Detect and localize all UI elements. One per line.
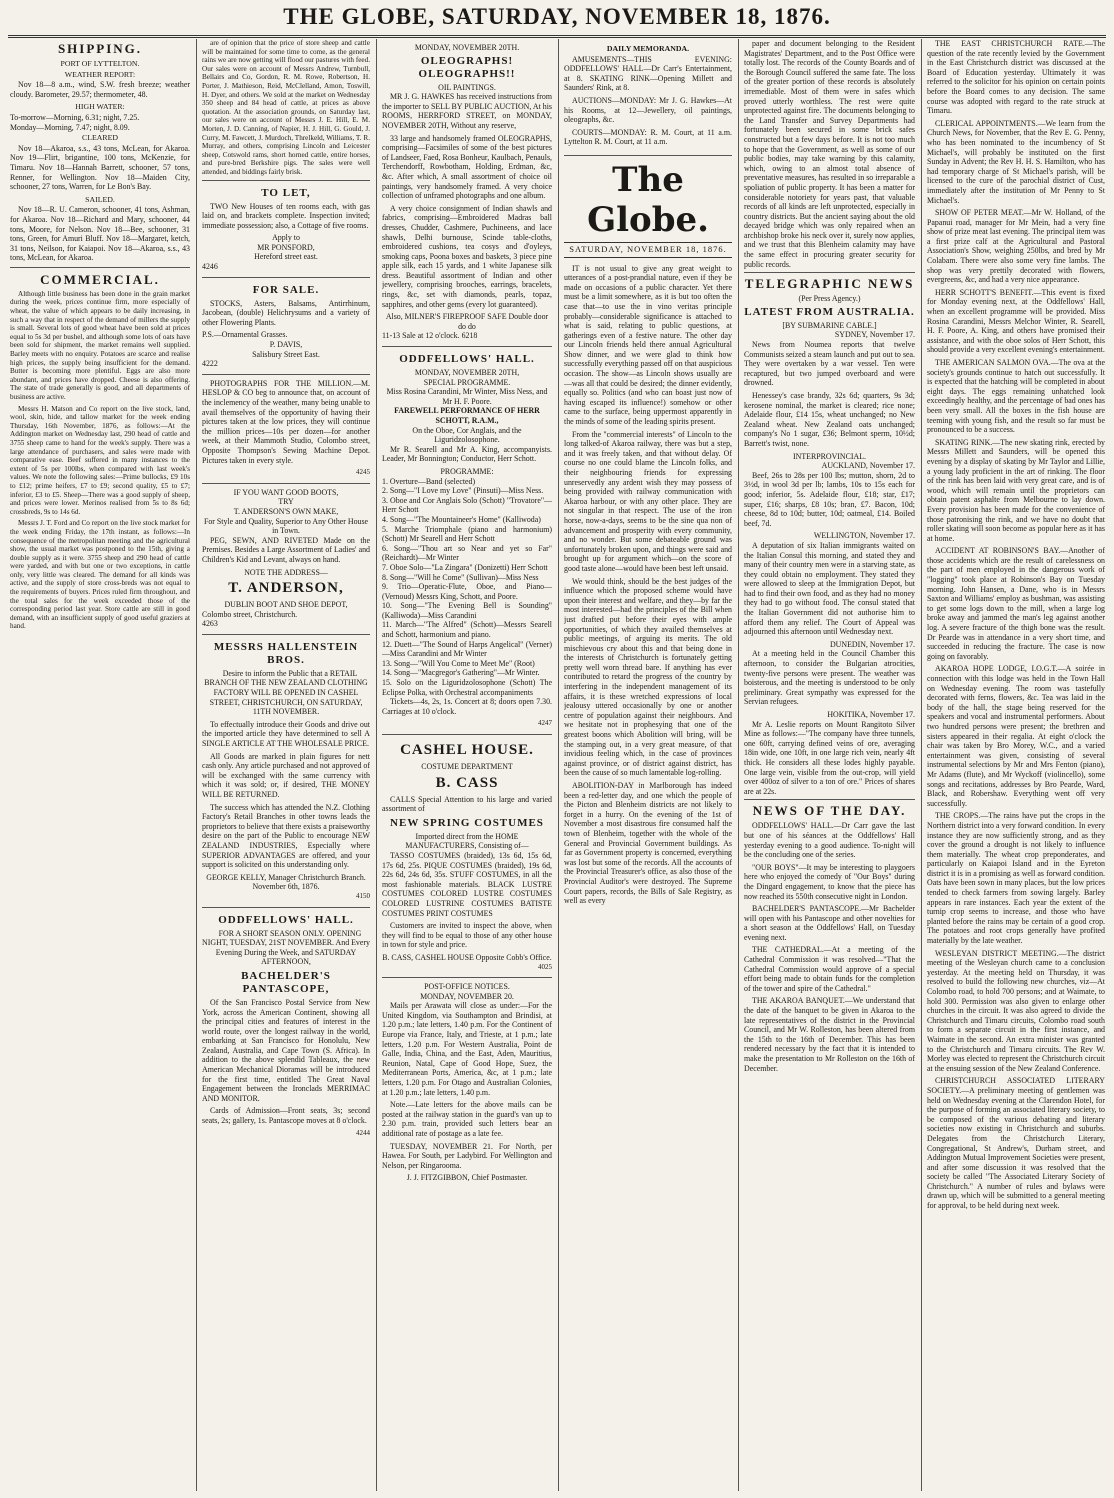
news-item: ACCIDENT AT ROBINSON'S BAY.—Another of those accidents which are the result of carelessness on the part of men employed in the dangerous work of "logging" took place at Robinson's Bay on Tuesday morning. John Hansen, a Dane, who is in Messrs Saxton and Williams' employ as bushman, was assisting to get some logs down to the mill, when a large log broke away and jammed the man's leg against another log. A severe fracture of the thigh bone was the result. Dr Pearde was in attendance in a very short time, and succeeded in reducing the fracture. The case is now going on favorably.	[927, 546, 1105, 661]
sailed-text: Nov 18—R. U. Cameron, schooner, 41 tons, Ashman, for Akaroa. Nov 18—Richard and Mary, schooner, 44 tons, Moore, for Nelson. Nov 18—Bee, schooner, 31 tons, Green, for Amuri Bluff. Nov 18—Margaret, ketch, 31 tons, Neilson, for Kaiapoi. Nov 18—Akaroa, s.s., 43 tons, McLean, for Akaroa.	[10, 205, 190, 263]
news-item: AKAROA HOPE LODGE, I.O.G.T.—A soirée in connection with this lodge was held in the Town Hall on Wednesday evening. The room was tastefully decorated with ferns, flowers, &c. Tea was laid in the body of the hall, the stage being reserved for the speakers and vocal and instrumental performers. About two hundred persons were present; the brethren and sisters appeared in their regalia. At eight o'clock the chair was taken by Bro Morey, W.C., and a varied entertainment was given, consisting of several instrumental selections by Mr and Mrs Fenton (piano), Mr Adams (flute), and Mr Wyckoff (violincello), some songs and recitations, addresses by Bro Pearde, Ward, Black, and Robershaw. Everything went off very successfully.	[927, 664, 1105, 808]
sydney-text: News from Noumea reports that twelve Communists seized a steam launch and put out to sea. They were overtaken by a war vessel. Ten were recaptured, but two jumped overboard and were drowned.	[744, 340, 915, 388]
cashel-house-ad	[382, 735, 552, 978]
oleographs-ad	[382, 39, 552, 347]
masthead-rule-2	[8, 37, 1106, 38]
dateline-wellington: WELLINGTON, November 17.	[813, 531, 915, 541]
press-agency: (Per Press Agency.)	[798, 294, 861, 304]
concert-hall: ODDFELLOWS' HALL.	[399, 353, 535, 366]
ad-number: 4246	[202, 262, 218, 272]
dateline-hokitika: HOKITIKA, November 17.	[827, 710, 915, 719]
telegraphic-title: TELEGRAPHIC NEWS	[744, 276, 915, 292]
for-sale-address: Salisbury Street East.	[252, 349, 320, 359]
programme-item: 4. Song—"The Mountaineer's Home" (Kalliwoda)	[382, 514, 541, 524]
news-item: WESLEYAN DISTRICT MEETING.—The district meeting of the Wesleyan church came to a conclusion yesterday. At the meeting held on Thursday, it was resolved to build the following new churches, viz—At Colombo road, to hold 700 persons; and at Waimate, to hold 300. Permission was also given to enlarge other churches in the circuit. It was also agreed to divide the Christchurch and Timaru circuits, Colombo road south to form a separate circuit in the first instance, and Waimate in the second. An extra minister was granted to the Christchurch and Timaru circuits. The Rev W. Morley was elected to represent the Christchurch circuit at the ensuing session of the New Zealand Conference.	[927, 948, 1105, 1073]
high-water-label: HIGH WATER:	[75, 102, 125, 112]
port-heading: PORT OF LYTTELTON.	[60, 59, 140, 68]
commercial-para: Messrs H. Matson and Co report on the live stock, land, wool, skin, hide, and tallow market for the week ending Thursday, 16th November, 1876, as follows:—At the Addington market on Wednesday last, 290 head of cattle and 3755 sheep came to hand for the week's supply. There was a large attendance of purchasers, and sales were made with comparative ease. Beef suffered in many instances to the extent of 5s per 100lbs, when compared with last week's values. We note the following sales:—Prime bullocks, £9 10s to £12; prime heifers, £7 to £9; second quality, £5 to £7; inferior, £3 to £5. Sheep—There was a good supply of sheep, and prices were lower. Merinos realised from 5s to 8s 6d; crossbreds, 9s to 14s 6d.	[10, 404, 190, 516]
to-let-address: Hereford street east.	[254, 252, 318, 262]
programme-item: 14. Song—"Macgregor's Gathering"—Mr Winter.	[382, 668, 540, 678]
column-6	[927, 39, 1105, 1491]
column-4	[564, 39, 732, 1491]
to-let-apply: Apply to	[272, 233, 300, 243]
oleographs-text: 33 large and handsomely framed OLEOGRAPHS, comprising—Facsimiles of some of the best pictures of Landseer, Faed, Rosa Bonheur, Kaulbach, Penauls, Terchendorff, Rowbotham, Holding, Erdman, &c, &c. After which, A small assortment of choice oil paintings, very handsomely framed. A very choice collection of unframed photographs and one album.	[382, 133, 552, 201]
programme-item: 13. Song—"Will You Come to Meet Me" (Root)	[382, 658, 535, 668]
ad-number: 4150	[356, 891, 370, 900]
hallenstein-ad	[202, 635, 370, 908]
news-item: THE CROPS.—The rains have put the crops in the Northern district into a very forward condition. In every instance they are now sufficiently strong, and as they cover the ground a drought is not likely to influence them materially. The wheat crop preponderates, and particularly on Kaiapoi Island and in the Eyreton district it is in a promising as well as forward condition. Oats have been sown in many places, but the low prices tended to check farmers from sowing largely. Barley appears in rare instances. Each year the extent of the turnip crop seems to increase, and those who have planted before the rains may be certain of a good crop. The potatoes and root crops generally have profited materially by the late weather.	[927, 811, 1105, 946]
boots-maker-small: T. ANDERSON'S OWN MAKE,	[233, 506, 339, 516]
concert-date: MONDAY, NOVEMBER 20TH,	[414, 368, 520, 378]
high-water-1: To-morrow—Morning, 6.31; night, 7.25.	[10, 112, 140, 122]
cass-costumes: NEW SPRING COSTUMES	[390, 816, 544, 829]
boots-pegged: PEG, SEWN, AND RIVETED Made on the Premises. Besides a Large Assortment of Ladies' and Children's Kid and Levant, always on hand.	[202, 535, 370, 564]
farewell-subtitle: On the Oboe, Cor Anglais, and the Liguridzolosophone.	[412, 425, 522, 445]
leader-para: ABOLITION-DAY in Marlborough has indeed been a red-letter day, and one which the people of the Picton and Blenheim districts are not likely to forget in a hurry. On the evening of the 1st of November a most disastrous fire consumed half the town of Blenheim, together with the whole of the General and Provincial Government buildings. As far as Government property is concerned, everything was lost but some of the records. All the accounts of the Provincial Treasurer's office, as also those of the Provincial Auditor's were destroyed. The Supreme Court papers, records, the Bills of Sale Registry, as well as every	[564, 781, 732, 906]
post-office-notices	[382, 978, 552, 1188]
dateline-auckland: AUCKLAND, November 17.	[821, 461, 915, 471]
sale-date: MONDAY, NOVEMBER 20TH.	[414, 43, 520, 52]
courts: COURTS—MONDAY: R. M. Court, at 11 a.m. Lyttelton R. M. Court, at 11 a.m.	[564, 127, 732, 147]
column-5	[744, 39, 915, 1491]
cass-text: CALLS Special Attention to his large and varied assortment of	[382, 794, 552, 814]
pantascope-title: BACHELDER'S PANTASCOPE,	[241, 969, 331, 995]
programme-item: 2. Song—"I Love my Love" (Pinsuti)—Miss Ness.	[382, 486, 544, 496]
news-item: ODDFELLOWS' HALL.—Dr Carr gave the last but one of his séances at the Oddfellows' Hall yesterday evening to a good audience. To-night will be the concluding one of the series.	[744, 821, 915, 860]
oleographs-also: Also, MILNER'S FIREPROOF SAFE Double door do do	[385, 312, 549, 331]
pantascope-ad	[202, 908, 370, 1144]
programme-item: 11. March—"The Alfred" (Schott)—Messrs Searell and Schott, harmonium and piano.	[382, 620, 552, 640]
ad-number: 4244	[356, 1128, 370, 1137]
dateline-sydney: SYDNEY, November 17.	[834, 330, 915, 340]
for-sale-text: STOCKS, Asters, Balsams, Antirrhinum, Jacobean, (double) Helichrysums and a variety of other Flowering Plants.	[202, 298, 370, 327]
post-text: Mails per Arawata will close as under:—For the United Kingdom, via Southampton and Brindisi, at 1.20 p.m.; late letters, 1.40 p.m. For the Continent of Europe via France, Italy, and Trieste, at 1 p.m.; late letters, 1.20 p.m. For Western Australia, Point de Galle, India, China, and the East, Aden, Mauritius, Reunion, Natal, Cape of Good Hope, Suez, the Mediterranean Ports, America, &c, at 1 p.m.; late letters, 1.20 p.m. For Otago and Australian Colonies, at 1.20 p.m.; late letters, 1.40 p.m.	[382, 1001, 552, 1097]
globe-title: The Globe.	[587, 159, 709, 240]
programme-item: 12. Duett—"The Sound of Harps Angelical" (Verner)—Miss Carandini and Mr Winter	[382, 639, 552, 659]
cleared-label: CLEARED	[82, 133, 118, 143]
farewell-title: FAREWELL PERFORMANCE OF HERR SCHOTT, R.A.M.,	[394, 406, 540, 425]
divider	[744, 272, 915, 273]
commercial-heading: COMMERCIAL.	[40, 271, 160, 287]
concert-programme-label: SPECIAL PROGRAMME.	[423, 377, 511, 387]
wellington-text: A deputation of six Italian immigrants waited on the Italian Consul this morning, and stated they and many of their country men were in a starving state, as they could obtain no employment. They stated they were allowed to sleep at the Immigration Depot, but had to find their own food, and as they had no money they had to go without food. The consul stated that the Italian Government did not authorise him to afford them any relief. The Court of Appeal was adjourned this afternoon until Wednesday next.	[744, 540, 915, 637]
news-item: BACHELDER'S PANTASCOPE.—Mr Bachelder will open with his Pantascope and other novelties for a short season at the Oddfellows' Hall, on Tuesday evening next.	[744, 904, 915, 942]
leader-continued: paper and document belonging to the Resident Magistrates' Department, and to the Post Office were totally lost. The records of the County Boards and of the Borough Council suffered the same fate. The loss of the greater portion of these records is absolutely irremediable. Most of them were in safes which proved utterly worthless. The rest were quite unprotected against fire. The documents belonging to the Land Transfer and Survey Departments had fortunately been secured in some brick safes constructed but a few days before. It is not too much to hope that the Government, as well as some of our public bodies, may take warning by this calamity, which, owing to an almost total absence of preventative measures, has resulted in so irreparable a spoliation of public property. It has been a matter for considerable notoriety for years past, that valuable records of all kinds are left unprotected, especially in country districts. But the ancient saying about the old decayed bridge which was only repaired when an archbishop broke his neck over it, surely now applies, and we trust that this Blenheim calamity may have the same effect in procuring greater security for public records.	[744, 39, 915, 269]
hallenstein-text: All Goods are marked in plain figures for nett cash only. Any article purchased and not approved of will be exchanged with the same currency with which it was sold; or, if desired, THE MONEY WILL BE RETURNED.	[202, 751, 370, 799]
programme-heading: PROGRAMME:	[440, 466, 494, 476]
to-let-name: MR PONSFORD,	[257, 242, 315, 252]
oddfellows-text: FOR A SHORT SEASON ONLY. OPENING NIGHT, TUESDAY, 21ST NOVEMBER. And Every Evening During the Week, and SATURDAY AFTERNOON,	[202, 928, 370, 967]
cashel-dept: COSTUME DEPARTMENT	[421, 762, 513, 771]
post-title: POST-OFFICE NOTICES.	[424, 982, 510, 992]
sydney-text: Henessey's case brandy, 32s 6d; quarters, 9s 3d; kerosene nominal, the market is cleared; rice none; Adelaide flour, £14 15s, wheat unchanged; no New Zealand wheat. New Zealand oats unchanged; company's No 1 sugar, £36; Belmont sperm, 10½d; Barrett's twist, none.	[744, 391, 915, 448]
programme-item: 15. Solo on the Liguridzolosophone (Schott) The Eclipse Polka, with Orchestral accompaniments	[382, 678, 552, 697]
for-sale-ad	[202, 278, 370, 375]
boots-depot: DUBLIN BOOT AND SHOE DEPOT,	[224, 600, 348, 610]
dunedin-text: At a meeting held in the Council Chamber this afternoon, to consider the Bulgarian atrocities, twenty-five persons were present. The weather was boisterous, and the meeting is understood to be only preliminary. Great sympathy was expressed for the Servian refugees.	[744, 649, 915, 707]
news-item: "OUR BOYS"—It may be interesting to playgoers here who enjoyed the comedy of "Our Boys" during the Dingard engagement, to know that the piece has now reached its 550th consecutive night in London.	[744, 862, 915, 901]
divider	[744, 799, 915, 800]
australia-title: LATEST FROM AUSTRALIA.	[744, 305, 915, 318]
column-rule	[738, 39, 739, 1491]
photographs-ad	[202, 375, 370, 484]
post-signature: J. J. FITZGIBBON, Chief Postmaster.	[406, 1173, 528, 1183]
globe-date: SATURDAY, NOVEMBER 18, 1876.	[564, 242, 732, 258]
programme-item: 5. Marche Triomphale (piano and harmonium) (Schott) Mr Searell and Herr Schott	[382, 524, 552, 544]
auctions: AUCTIONS—MONDAY: Mr J. G. Hawkes—At his Rooms, at 12—Jewellery, oil paintings, oleographs, &c.	[564, 95, 732, 125]
post-date: MONDAY, NOVEMBER 20.	[420, 991, 514, 1001]
boots-ad	[202, 484, 370, 635]
photographs-text: PHOTOGRAPHS FOR THE MILLION.—M. HESLOP & CO beg to announce that, on account of the inclemency of the weather, many being unable to avail themselves of the opportunity of having their pictures taken at the low prices, they will continue the million prices—10s per dozen—for another week, at their Mammoth Studio, Colombo street, Opposite Thompson's Sewing Machine Depot. Pictures taken in every style.	[202, 378, 370, 465]
interprovincial-title: INTERPROVINCIAL.	[793, 451, 866, 461]
ad-number: 4222	[202, 359, 218, 369]
pantascope-text: Of the San Francisco Postal Service from New York, across the American Continent, showing all the principal cities and features of interest in the world route, over the longest railway in the world, embarking at San Francisco for Honolulu, New Zealand, Australia, and Cape Town (S. Africa). In addition to the above splendid Tableaux, the new American Mechanical Dioramas will be introduced for the first time, entitled The Great Naval Engagement between the Ironclads MERRIMAC AND MONITOR.	[202, 997, 370, 1103]
oleographs-subtitle: OIL PAINTINGS.	[438, 82, 496, 92]
programme-item: 6. Song—"Thou art so Near and yet so Far" (Reichardt)—Mr Winter	[382, 543, 552, 563]
concert-ad	[382, 347, 552, 735]
programme-item: 9. Trio—Operatic-Flute, Oboe, and Piano—(Vernoud) Messrs King, Schott, and Poore.	[382, 582, 552, 601]
sailed-label: SAILED.	[85, 194, 115, 204]
cass-subtitle: Imported direct from the HOME MANUFACTURERS, Consisting of—	[405, 831, 529, 851]
hallenstein-text: Desire to inform the Public that a RETAIL BRANCH OF THE NEW ZEALAND CLOTHING FACTORY WILL BE OPENED IN CASHEL STREET, CHRISTCHURCH, ON SATURDAY, 11TH NOVEMBER.	[204, 668, 368, 717]
auckland-text: Beef, 26s to 28s per 100 lbs; mutton, shorn, 2d to 3½d, in wool 3d per lb; lambs, 10s to 15s each for good; inferior, 5s. Adelaide flour, £18; star, £17; super, £16; sharps, £8 10s; bran, £7. Bacon, 10d; cheese, 8d to 10d; butter, 10d; oatmeal, £14. Boiled beef, 7d.	[744, 470, 915, 528]
programme-item: 10. Song—"The Evening Bell is Sounding" (Kalliwoda)—Miss Carandini	[382, 601, 552, 620]
programme-item: 1. Overture—Band (selected)	[382, 476, 476, 486]
boots-note: NOTE THE ADDRESS—	[244, 567, 328, 577]
post-text: Note.—Late letters for the above mails can be posted at the railway station in the guard's van up to 2.30 p.m. train, provided such letters bear an additional rate of postage as a late fee.	[382, 1100, 552, 1138]
daily-memoranda	[564, 39, 732, 156]
hallenstein-text: To effectually introduce their Goods and drive out the imported article they have determined to sell A SINGLE ARTICLE AT THE WHOLESALE PRICE.	[202, 719, 370, 749]
news-item: SHOW OF PETER MEAT.—Mr W. Holland, of the Papanui road, manager for Mr Mein, had a very fine show of prize meat last evening. The principal item was a first prize calf at the Agricultural and Pastoral Association's Show, weighing 250lbs, and bred by Mr Colabam. There were also some very fine lambs. The shop was very prettily decorated with flowers, evergreens, &c, and had a very nice appearance.	[927, 208, 1105, 285]
column-1	[10, 39, 190, 1491]
cleared-text: Nov 18—Akaroa, s.s., 43 tons, McLean, for Akaroa. Nov 19—Flirt, brigantine, 100 tons, McKenzie, for Timaru. Nov 18—Hannah Barrett, schooner, 57 tons, Renner, for Wellington. Nov 18—Maiden City, schooner, 27 tons, Warren, for Le Bon's Bay.	[10, 143, 190, 192]
hallenstein-text: The success which has attended the N.Z. Clothing Factory's Retail Branches in other towns leads the proprietors to believe that there exists a praiseworthy desire on the part of the Public to encourage NEW ZEALAND INDUSTRIES, Especially where SUPERIOR ADVANTAGES are offered, and your support is solicited on this understanding only.	[202, 802, 370, 870]
cass-signature: B. CASS, CASHEL HOUSE Opposite Cobb's Office.	[382, 952, 552, 962]
hallenstein-title: MESSRS HALLENSTEIN BROS.	[213, 640, 359, 666]
leader-para: IT is not usual to give any great weight to utterances of a post-prandial nature, even if they be made on occasions of a public character. Yet there must be a limit somewhere, as it is but too often the case that—to use the in vino veritas principle probably—considerable significance is attached to what is said, relating to public questions, at gatherings even of a festive nature. The other day our Lincoln friends held there annual Agricultural Show dinner, and we were glad to think how successfully everything passed off on that auspicious occasion. The show—as Lincoln shows usually are—was all that could be desired; the dinner evidently, equally so. Politics (and who can boast just now of having escaped its influence!) somehow or other came to the surface, being uppermost apparently in the minds of some of the leading spirits present.	[564, 263, 732, 427]
news-item: HERR SCHOTT'S BENEFIT.—This event is fixed for Monday evening next, at the Oddfellows' Hall, when an excellent programme will be provided. Miss Rosina Carandini, Messrs Melchor Winter, R. Searell, H. F. Poore, A. King, and others have promised their assistance, and with the oboe solos of Herr Schott, this should provide a very excellent evening's entertainment.	[927, 287, 1105, 355]
boots-try: TRY	[278, 497, 294, 507]
oddfellows-title: ODDFELLOWS' HALL.	[218, 913, 354, 926]
memoranda-title: DAILY MEMORANDA.	[606, 44, 690, 53]
ad-number: 4247	[538, 719, 552, 728]
high-water-2: Monday—Morning, 7.47; night, 8.09.	[10, 122, 130, 132]
for-sale-title: FOR SALE.	[252, 283, 320, 296]
cass-name: B. CASS	[435, 774, 499, 791]
oleographs-text: A very choice consignment of Indian shawls and fabrics, comprising—Embroidered Madras ball dresses, Chudder, Cashmere, Puchineens, and lace shawls, Delhi burnouse, Scinde table-cloths, embroidered cushions, tea cosys and d'oyleys, smoking caps, Poona boxes and baskets, 3 piece pine apple silk, each 15 yards, and 1 white Japanese silk dress. Beautiful assortment of Indian and other jewellery, comprising brooches, earrings, bracelets, rings, &c, set with diamonds, pearls, topaz, sapphires, and other gems (every lot guaranteed).	[382, 203, 552, 309]
ad-number: 4263	[202, 619, 218, 629]
cass-items: TASSO COSTUMES (braided), 13s 6d, 15s 6d, 17s 6d, 25s. PIQUE COSTUMES (braided), 19s 6d, 22s 6d, 24s 6d, 35s. STUFF COSTUMES, in all the most fashionable materials. BLACK LUSTRE COSTUMES COLORED LUSTRE COSTUMES COLORED LUSTRINE COSTUMES BATISTE COSTUMES PRINT COSTUMES	[382, 850, 552, 918]
divider	[10, 267, 190, 268]
concert-artists: Miss Rosina Carandini, Mr Winter, Miss Ness, and Mr H. F. Poore.	[386, 387, 548, 406]
column-rule	[921, 39, 922, 1491]
news-of-the-day-title: NEWS OF THE DAY.	[752, 803, 907, 819]
boots-heading: IF YOU WANT GOOD BOOTS,	[233, 487, 339, 497]
pantascope-prices: Cards of Admission—Front seats, 3s; second seats, 2s; gallery, 1s. Pantascope moves at 8 o'clock.	[202, 1106, 370, 1126]
boots-maker-big: T. ANDERSON,	[228, 580, 344, 597]
news-item: CHRISTCHURCH ASSOCIATED LITERARY SOCIETY.—A preliminary meeting of gentlemen was held on Wednesday evening at the Clarendon Hotel, for the purpose of forming an associated literary society, to be composed of the various debating and literary societies now existing in Christchurch and suburbs. Delegates from the Christchurch Literary, Congregational, St Andrew's, Durham street, and Addington Mutual Improvement Societies were present, and after some discussion it was resolved that the society be called "The Associated Literary Society of Christchurch." A number of rules and bylaws were drawn up, which will be submitted to a general meeting for approval, to be held during next week.	[927, 1076, 1105, 1211]
post-tuesday: TUESDAY, NOVEMBER 21. For North, per Hawea. For South, per Ladybird. For Wellington and Nelson, per Ringarooma.	[382, 1141, 552, 1170]
masthead: THE GLOBE, SATURDAY, NOVEMBER 18, 1876.	[283, 4, 831, 29]
column-3	[382, 39, 552, 1491]
news-item: CLERICAL APPOINTMENTS.—We learn from the Church News, for November, that the Rev E. G. Penny, who has been nominated to the incumbency of St Michael's, will probably be instituted on the first Sunday in Advent; the Rev H. H. S. Hamilton, who has had temporary charge of St Michael's parish, will be licensed to the cure of the parochial district of Cust, immediately after the institution of Mr Penny to St Michael's.	[927, 118, 1105, 205]
amusements: AMUSEMENTS—THIS EVENING: ODDFELLOWS' HALL—Dr Carr's Entertainment, at 8. SKATING RINK—Opening Millett and Saunders' Rink, at 8.	[564, 54, 732, 93]
news-item: THE AKAROA BANQUET.—We understand that the date of the banquet to be given in Akaroa to the late representatives of the district in the Provincial Council, and Mr W. Rolleston, has been altered from the 15th to the 16th of December. This has been rendered necessary by the fact that it is intended to make the presentation to Mr Rolleston on the 16th of December.	[744, 996, 915, 1073]
ad-number: 4025	[538, 962, 552, 971]
programme-item: 8. Song—"Will he Come" (Sullivan)—Miss Ness	[382, 572, 539, 582]
commercial-para: Messrs J. T. Ford and Co report on the live stock market for the week ending Friday, the 17th instant, as follows:—In consequence of the metropolitan meeting and the agricultural show, the usual market was postponed to the 15th, giving a double supply as it were. 3755 sheep and 290 head of cattle were yarded, and with but one or two exceptions, in cattle only, very little was cleared. The demand for all kinds was active, and the supply of store cross-breds was not equal to the requirements of buyers. Prices ruled firm throughout, and the total sales for the week exceeded those of the corresponding period last year. Store cattle are still in good demand, with an insufficient supply of good useful graziers at hand.	[10, 519, 190, 631]
to-let-ad	[202, 180, 370, 278]
ad-number: 11-13 Sale at 12 o'clock. 6218	[382, 331, 478, 341]
hallenstein-signature: GEORGE KELLY, Manager Christchurch Branch. November 6th, 1876.	[206, 872, 366, 892]
cable-label: [BY SUBMARINE CABLE.]	[782, 320, 877, 330]
oleographs-text: MR J. G. HAWKES has received instructions from the importer to SELL BY PUBLIC AUCTION, At his ROOMS, HERRFORD STREET, on MONDAY, NOVEMBER 20TH, Without any reserve,	[382, 92, 552, 130]
to-let-text: TWO New Houses of ten rooms each, with gas laid on, and brackets complete. Inspection invited; immediate possession; also, a Cottage of five rooms.	[202, 201, 370, 230]
cass-close: Customers are invited to inspect the above, when they will find to be equal to those of any other house in town for style and price.	[382, 921, 552, 950]
news-item: THE EAST CHRISTCHURCH RATE.—The question of the rate recently levied by the Government in the East Christchurch district was discussed at the Board of Education yesterday. Ultimately it was referred to the solicitor for his opinion on certain points before the Board comes to any decision. The same course was adopted with regard to the rate struck at Timaru.	[927, 39, 1105, 116]
weather-text: Nov 18—8 a.m., wind, S.W. fresh breeze; weather cloudy. Barometer, 29.57; thermometer, 48.	[10, 80, 190, 99]
dateline-dunedin: DUNEDIN, November 17.	[829, 639, 915, 649]
for-sale-ps: P.S.—Ornamental Grasses.	[202, 330, 288, 340]
news-item: SKATING RINK.—The new skating rink, erected by Messrs Millett and Saunders, will be opened this evening by a display of skating by Mr Taylor and Lillie, a young lady proficient in the art of rinking. The floor of the rink has been laid with very great care, and is of wood, which will remain until the proprietors can obtain patent asphalte from Melbourne to lay down. Every provision has been made for the convenience of those patronising the rink, and we have no doubt that roller skating will soon become as popular here as it has at home.	[927, 437, 1105, 543]
programme-item: 3. Oboe and Cor Anglais Solo (Schott) "Trovatore"—Herr Schott	[382, 495, 552, 515]
to-let-title: TO LET,	[261, 186, 311, 199]
news-item: THE AMERICAN SALMON OVA.—The ova at the society's grounds continue to hatch out successfully. It is expected that the hatching will be completed in about eight days. The eggs remaining unhatched look exceedingly healthy, and the percentage of bad ones has been very small. All the boxes in the fish house are teeming with young fish, and the result so far must be pronounced to be a success.	[927, 358, 1105, 435]
boots-text: For Style and Quality, Superior to Any Other House in Town.	[203, 516, 369, 536]
boots-address: Colombo street, Christchurch.	[202, 609, 298, 619]
for-sale-name: P. DAVIS,	[269, 340, 303, 350]
column-rule	[196, 39, 197, 1491]
cashel-title: CASHEL HOUSE.	[400, 742, 534, 758]
commercial-continued: are of opinion that the price of store sheep and cattle will be maintained for some time to come, as the general rains we are now getting will flood our pastures with feed. Our sales were on account of Messrs Andrew, Turnbull, Bellairs and Co, Gordon, R. M. Rowe, Robertson, H. Porter, J. Mathieson, Reid, McClelland, Amon, Toswill, H. Dyer, and others. We sold at the market on Wednesday 350 sheep and 84 head of cattle, at prices as above quotation. At the association grounds, on Saturday last, our sales were on account of Messrs J. E. Hill, E. M. Morten, J. D. Canning, of Napier, H. J. Hill, G. Gould, J. Curry, M. Fawcett, J. Murdoch, Threlkeld, Williams, T. R. Murray, and others, comprising Lincoln and Leicester sheep, Cotswold rams, short horned cattle, entire horses, and pure-bred Berkshire pigs. The sales were well attended, and biddings fairly brisk.	[202, 39, 370, 176]
weather-label: WEATHER REPORT:	[64, 69, 136, 79]
news-item: THE CATHEDRAL.—At a meeting of the Cathedral Commission it was resolved—"That the Cathedral Commission would approve of a special effort being made to obtain funds for the completion of the tower and spire of the Cathedral."	[744, 945, 915, 993]
farewell-text: Mr R. Searell and Mr A. King, accompanyists. Leader, Mr Bonnington; Conductor, Herr Schott.	[382, 444, 552, 464]
hokitika-text: Mr A. Leslie reports on Mount Rangitoto Silver Mine as follows:—"The company have three tunnels, one 60ft, carrying defined veins of ore, averaging 18in wide, one 10ft, in one large rich vein, nearly 4ft thick. He considers all these lodes highly payable. One large vein, visible from the out-crop, will yield over 400oz of silver to a ton of ore." Prices of shares are at 22s.	[744, 719, 915, 796]
shipping-heading: SHIPPING.	[57, 41, 143, 56]
column-rule	[376, 39, 377, 1491]
column-rule	[558, 39, 559, 1491]
leader-para: We would think, should be the best judges of the influence which the proposed scheme would have upon their interest and welfare, and they—by far the most interested—had the principles of the Bill when just drafted put before their eyes with ample opportunities, of which they availed themselves at public meetings, of arguing its merits. The old mischievous cry about this and that being done in the interests of Christchurch is fortunately getting pretty well worn thread bare. If anything has ever contributed to retard the progress of the country by interfering in the independent management of its affairs, it is these wretched expressions of local jealousy uttered occasionally by one or another centre of population against their neighbours. And we hesitate not in prophesying that one of the greatest boons which Abolition will bring, will be the stamping out, in a very great measure, of that invidious feeling which, in the case of provinces against province, or of district against district, has been the cause of so much lamentable log-rolling.	[564, 576, 732, 778]
programme-item: 7. Oboe Solo—"La Zingara" (Donizetti) Herr Schott	[382, 562, 548, 572]
commercial-para: Although little business has been done in the grain market during the week, prices continue firm, more especially of wheat, the value of which appears to be daily increasing, in such a way that in respect of the demand of millers the supply is small. Several lots of good wheat have been sold at prices equal to 5s 3d per bushel, and although some lots of oats have been sold for shipment, the market remains well supplied. Barley meets with no enquiry. Potatoes are scarce and realise high prices, the supply being insufficient for the demand. Butter is becoming more plentiful. Eggs are also more abundant, and prices have dropped. Cheese is also offering. The state of trade generally is good, and all departments of business are active.	[10, 289, 190, 401]
oleographs-title: OLEOGRAPHS! OLEOGRAPHS!!	[418, 54, 516, 80]
column-2	[202, 39, 370, 1491]
leader-para: From the "commercial interests" of Lincoln to the long talked-of Akaroa railway, there was but a step, and it was freely taken, and that without delay. Of course no one could blame the Lincoln folks, and their neighbouring friends for expressing unreservedly any ardent wish they may possess of being provided with railway communication with Akaroa harbour, or with any other place. They are not singular in that respect. The use of the iron horse, now-a-days, seems to be the sine qua non of advancement and prosperity with every community, and no wonder. But some debateable ground was unfortunately broken upon, and things were said and brought up for argument which—on the score of good taste alone—would have been best left unsaid.	[564, 429, 732, 573]
tickets-text: Tickets—4s, 2s, 1s. Concert at 8; doors open 7.30. Carriages at 10 o'clock.	[382, 697, 552, 716]
masthead-rule	[8, 35, 1106, 36]
ad-number: 4245	[356, 468, 370, 477]
